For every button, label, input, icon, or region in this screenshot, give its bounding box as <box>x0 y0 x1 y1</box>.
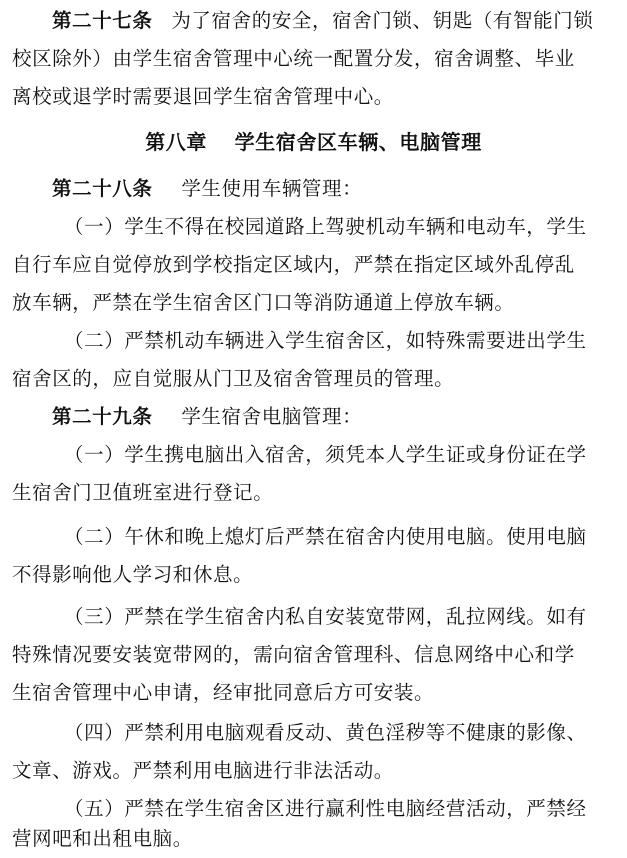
article-28-item-1-line-1: （一）学生不得在校园道路上驾驶机动车辆和电动车，学生 <box>64 215 587 238</box>
article-28-item-2-line-1: （二）严禁机动车辆进入学生宿舍区，如特殊需要进出学生 <box>64 329 587 352</box>
article-28-item-1-line-3: 放车辆，严禁在学生宿舍区门口等消防通道上停放车辆。 <box>12 291 515 314</box>
article-27-line-2: 校区除外）由学生宿舍管理中心统一配置分发，宿舍调整、毕业 <box>12 47 575 70</box>
chapter-8-number: 第八章 <box>145 130 208 154</box>
article-29-item-2-line-1: （二）午休和晚上熄灯后严禁在宿舍内使用电脑。使用电脑 <box>64 525 587 548</box>
chapter-8-heading <box>0 122 627 162</box>
article-27-text-1: 为了宿舍的安全，宿舍门锁、钥匙（有智能门锁 <box>171 9 594 32</box>
article-29-item-1-line-1: （一）学生携电脑出入宿舍，须凭本人学生证或身份证在学 <box>64 443 587 466</box>
article-29-item-4-line-1: （四）严禁利用电脑观看反动、黄色淫秽等不健康的影像、 <box>64 721 587 744</box>
article-28-intro: 学生使用车辆管理： <box>181 177 363 200</box>
article-28-title: 第二十八条 <box>52 177 153 200</box>
article-29-item-5-line-1: （五）严禁在学生宿舍区进行赢利性电脑经营活动，严禁经 <box>64 797 587 820</box>
article-29-title: 第二十九条 <box>52 405 153 428</box>
article-27-line-3: 离校或退学时需要退回学生宿舍管理中心。 <box>12 85 394 108</box>
article-28-item-1-line-2: 自行车应自觉停放到学校指定区域内，严禁在指定区域外乱停乱 <box>12 253 575 276</box>
article-29-item-3-line-1: （三）严禁在学生宿舍内私自安装宽带网，乱拉网线。如有 <box>64 605 587 628</box>
article-28-item-2-line-2: 宿舍区的，应自觉服从门卫及宿舍管理员的管理。 <box>12 367 455 390</box>
article-27-title: 第二十七条 <box>52 9 153 32</box>
chapter-8-title: 学生宿舍区车辆、电脑管理 <box>234 130 482 154</box>
article-29-item-5-line-2: 营网吧和出租电脑。 <box>12 827 193 850</box>
article-29-line-intro <box>52 398 614 436</box>
article-29-item-4-line-2: 文章、游戏。严禁利用电脑进行非法活动。 <box>12 759 394 782</box>
article-28-line-intro <box>52 170 614 208</box>
article-29-item-3-line-3: 生宿舍管理中心申请，经审批同意后方可安装。 <box>12 681 435 704</box>
article-29-intro: 学生宿舍电脑管理： <box>181 405 363 428</box>
article-27-line-1 <box>52 2 614 40</box>
article-29-item-3-line-2: 特殊情况要安装宽带网的，需向宿舍管理科、信息网络中心和学 <box>12 643 575 666</box>
article-29-item-1-line-2: 生宿舍门卫值班室进行登记。 <box>12 481 274 504</box>
article-29-item-2-line-2: 不得影响他人学习和休息。 <box>12 563 254 586</box>
